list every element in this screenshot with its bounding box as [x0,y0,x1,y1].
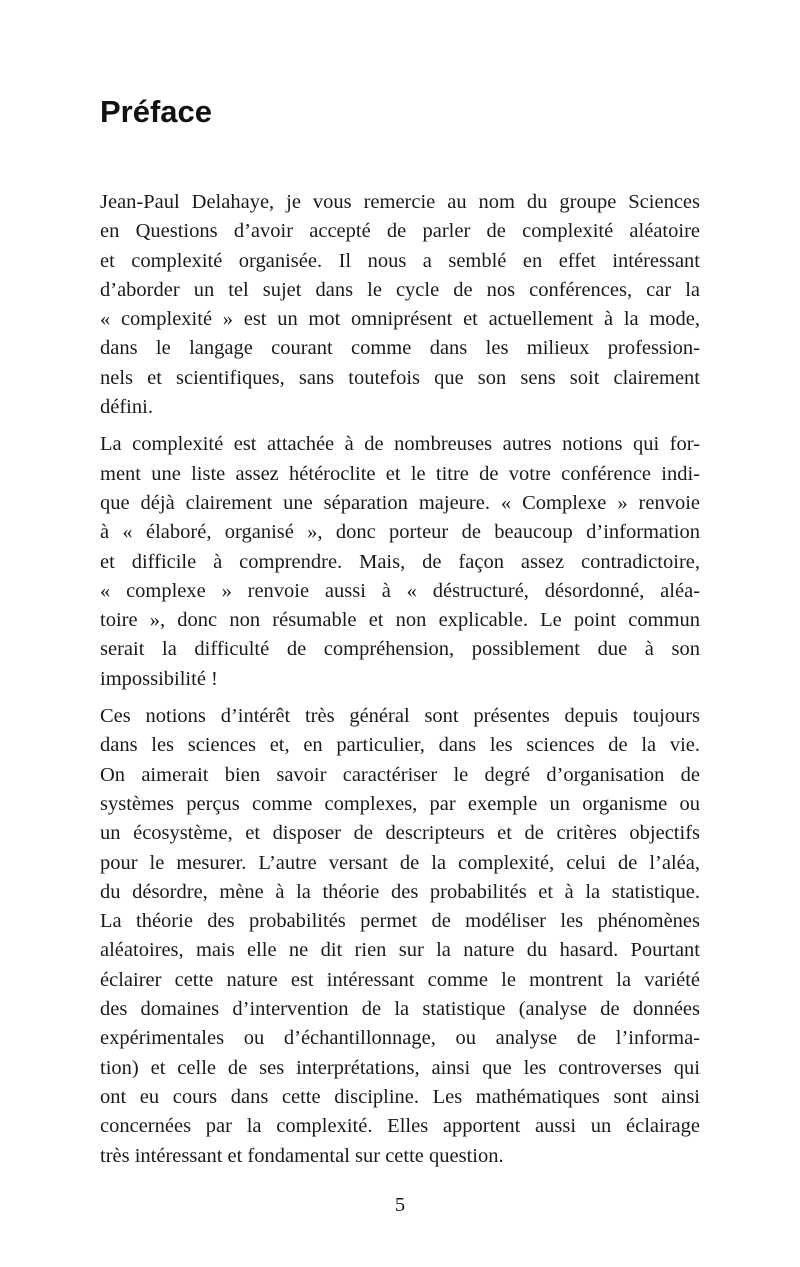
text-line: d’aborder un tel sujet dans le cycle de nos conférences, car la [100,278,700,301]
text-line: très intéressant et fondamental sur cette question. [100,1144,504,1167]
page-title: Préface [100,94,213,129]
text-line: des domaines d’intervention de la statistique (analyse de données [100,998,700,1021]
text-line: que déjà clairement une séparation majeure. « Complexe » renvoie [100,491,700,514]
text-line: dans le langage courant comme dans les milieux profession- [100,337,700,360]
text-line: tion) et celle de ses interprétations, ainsi que les controverses qui [100,1056,700,1079]
text-line: concernées par la complexité. Elles apportent aussi un éclairage [100,1115,700,1138]
text-line: systèmes perçus comme complexes, par exemple un organisme ou [100,792,700,815]
text-line: La complexité est attachée à de nombreuses autres notions qui for- [100,433,700,456]
text-line: « complexe » renvoie aussi à « déstructuré, désordonné, aléa- [100,579,700,602]
text-line: toire », donc non résumable et non explicable. Le point commun [100,609,700,632]
text-line: « complexité » est un mot omniprésent et actuellement à la mode, [100,308,700,331]
text-line: défini. [100,396,153,419]
text-line: nels et scientifiques, sans toutefois que son sens soit clairement [100,366,700,389]
text-line: ont eu cours dans cette discipline. Les mathématiques sont ainsi [100,1085,700,1108]
text-line: dans les sciences et, en particulier, dans les sciences de la vie. [100,734,700,757]
text-line: du désordre, mène à la théorie des probabilités et à la statistique. [100,880,700,903]
paragraph-3 [100,702,700,1171]
page-number: 5 [394,1194,406,1216]
text-line: et complexité organisée. Il nous a semblé en effet intéressant [100,249,700,272]
body-text [100,188,700,1179]
text-line: La théorie des probabilités permet de modéliser les phénomènes [100,910,700,933]
text-line: aléatoires, mais elle ne dit rien sur la nature du hasard. Pourtant [100,939,700,962]
text-line: impossibilité ! [100,667,218,690]
text-line: On aimerait bien savoir caractériser le degré d’organisation de [100,763,700,786]
text-line: pour le mesurer. L’autre versant de la complexité, celui de l’aléa, [100,851,700,874]
text-line: Ces notions d’intérêt très général sont présentes depuis toujours [100,705,700,728]
text-line: Jean-Paul Delahaye, je vous remercie au nom du groupe Sciences [100,191,700,213]
paragraph-1 [100,188,700,422]
text-line: en Questions d’avoir accepté de parler de complexité aléatoire [100,220,700,243]
text-line: serait la difficulté de compréhension, possiblement due à son [100,638,700,661]
text-line: éclairer cette nature est intéressant comme le montrent la variété [100,968,700,991]
text-line: ment une liste assez hétéroclite et le titre de votre conférence indi- [100,462,700,485]
text-line: expérimentales ou d’échantillonnage, ou analyse de l’informa- [100,1027,700,1050]
paragraph-2 [100,430,700,694]
text-line: à « élaboré, organisé », donc porteur de beaucoup d’information [100,521,700,544]
text-line: un écosystème, et disposer de descripteurs et de critères objectifs [100,822,700,845]
text-line: et difficile à comprendre. Mais, de façon assez contradictoire, [100,550,700,573]
